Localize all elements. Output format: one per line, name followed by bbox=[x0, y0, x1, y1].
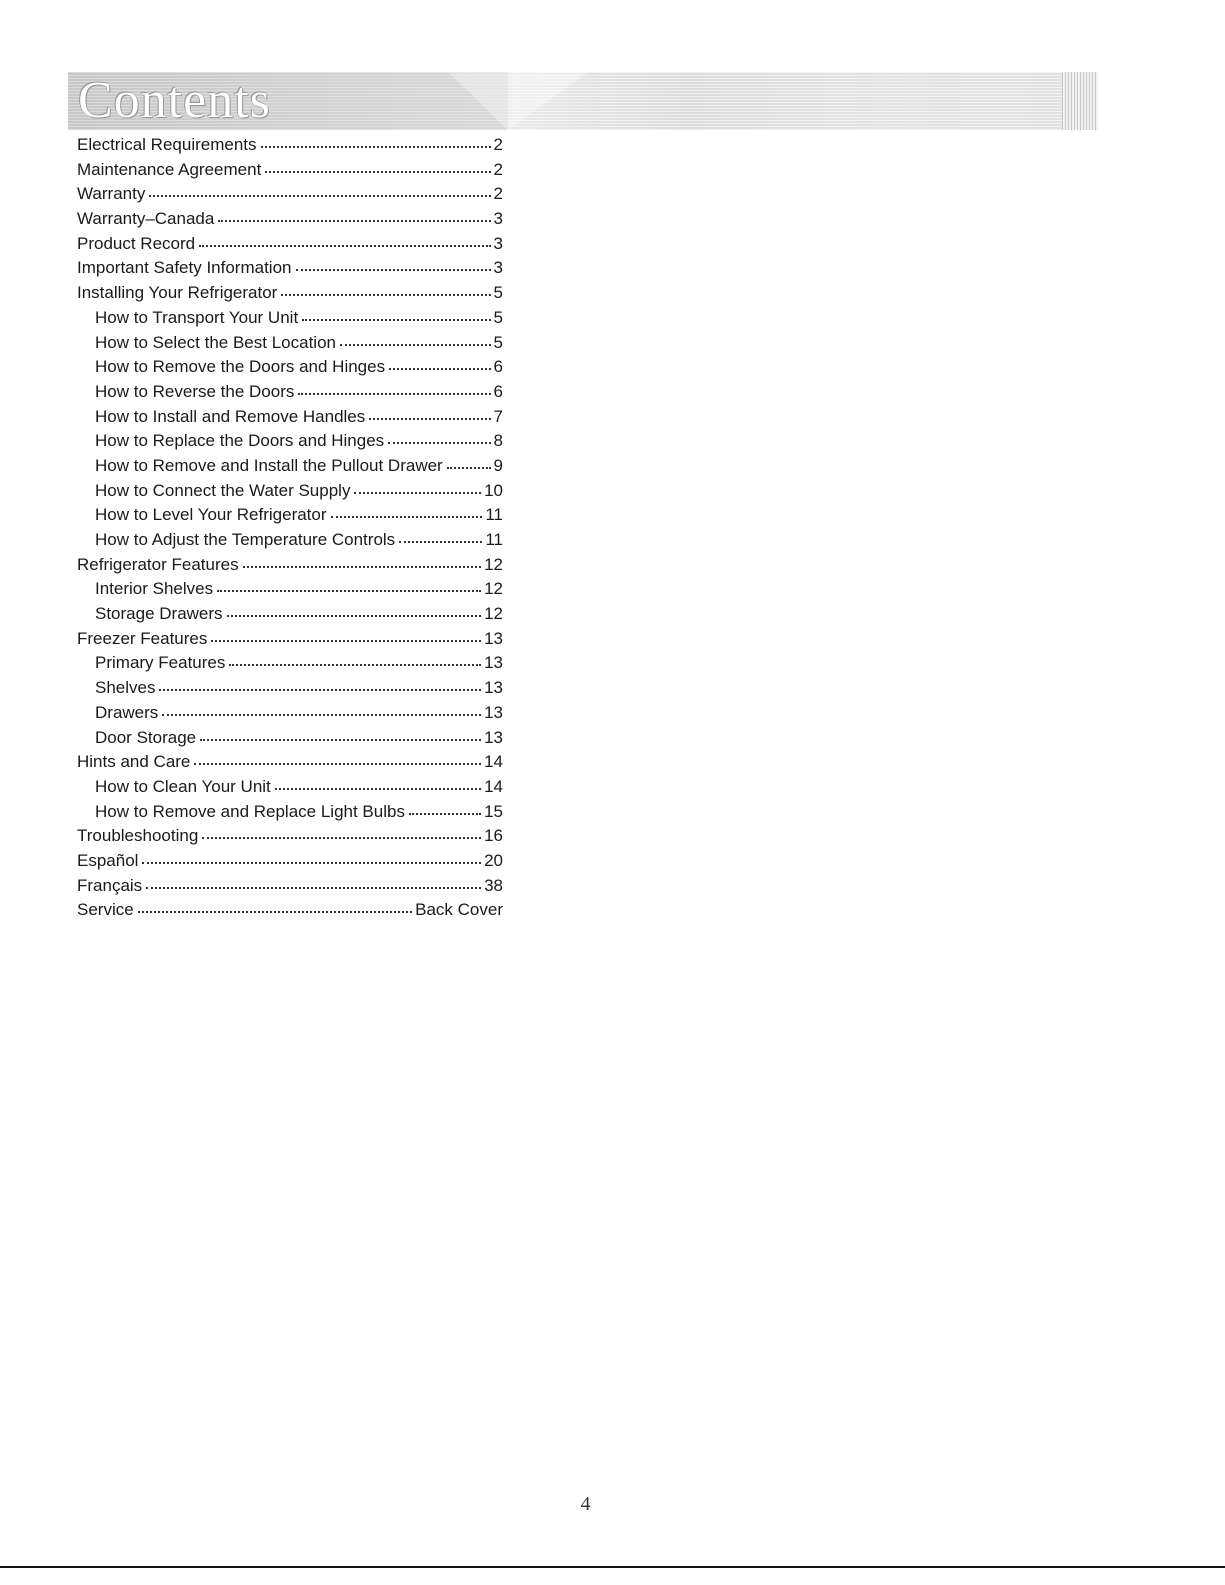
toc-entry-title: Drawers bbox=[95, 702, 159, 722]
toc-dot-leader bbox=[389, 358, 490, 372]
toc-entry-title: How to Clean Your Unit bbox=[95, 776, 271, 796]
toc-entry-page: 7 bbox=[493, 406, 503, 426]
toc-dot-leader bbox=[281, 284, 490, 298]
toc-dot-leader bbox=[388, 432, 490, 446]
toc-entry-title: Hints and Care bbox=[77, 752, 191, 772]
toc-entry-title: How to Install and Remove Handles bbox=[95, 406, 366, 426]
toc-dot-leader bbox=[447, 457, 491, 471]
toc-entry[interactable] bbox=[77, 479, 503, 504]
toc-dot-leader bbox=[227, 605, 482, 619]
toc-entry-title: How to Reverse the Doors bbox=[95, 381, 295, 401]
toc-entry[interactable] bbox=[77, 849, 503, 874]
toc-entry-title: Shelves bbox=[95, 678, 156, 698]
toc-entry-page: 12 bbox=[484, 554, 503, 574]
toc-entry-page: 8 bbox=[493, 431, 503, 451]
toc-entry-page: 3 bbox=[493, 258, 503, 278]
toc-entry-page: 5 bbox=[493, 283, 503, 303]
toc-dot-leader bbox=[149, 185, 490, 199]
toc-entry-title: How to Remove the Doors and Hinges bbox=[95, 357, 386, 377]
toc-entry-page: 13 bbox=[484, 628, 503, 648]
toc-entry[interactable] bbox=[77, 306, 503, 331]
toc-entry-page: 3 bbox=[493, 233, 503, 253]
toc-entry[interactable] bbox=[77, 627, 503, 652]
toc-dot-leader bbox=[217, 580, 481, 594]
toc-dot-leader bbox=[296, 259, 491, 273]
toc-dot-leader bbox=[142, 852, 481, 866]
toc-dot-leader bbox=[200, 729, 481, 743]
toc-entry[interactable] bbox=[77, 800, 503, 825]
toc-dot-leader bbox=[229, 654, 481, 668]
toc-entry-page: 9 bbox=[493, 455, 503, 475]
toc-dot-leader bbox=[218, 210, 490, 224]
toc-entry-title: Freezer Features bbox=[77, 628, 208, 648]
toc-entry-page: 12 bbox=[484, 579, 503, 599]
toc-entry-page: 16 bbox=[484, 826, 503, 846]
toc-dot-leader bbox=[298, 383, 490, 397]
toc-entry-page: 5 bbox=[493, 332, 503, 352]
toc-entry-title: Service bbox=[77, 900, 134, 920]
toc-dot-leader bbox=[399, 531, 482, 545]
toc-entry-title: Warranty bbox=[77, 184, 146, 204]
toc-entry[interactable] bbox=[77, 676, 503, 701]
toc-entry[interactable] bbox=[77, 553, 503, 578]
toc-entry[interactable] bbox=[77, 726, 503, 751]
toc-dot-leader bbox=[340, 334, 491, 348]
toc-entry-title: Français bbox=[77, 875, 143, 895]
toc-entry-page: Back Cover bbox=[415, 900, 503, 920]
toc-entry[interactable] bbox=[77, 503, 503, 528]
toc-entry-title: Door Storage bbox=[95, 727, 197, 747]
toc-entry-page: 20 bbox=[484, 850, 503, 870]
page-number: 4 bbox=[580, 1493, 591, 1515]
toc-entry-page: 11 bbox=[485, 505, 503, 525]
toc-entry-page: 12 bbox=[484, 604, 503, 624]
toc-entry[interactable] bbox=[77, 380, 503, 405]
toc-dot-leader bbox=[138, 901, 412, 915]
toc-entry-page: 13 bbox=[484, 702, 503, 722]
toc-entry-title: Warranty–Canada bbox=[77, 209, 215, 229]
toc-entry-title: Refrigerator Features bbox=[77, 554, 239, 574]
toc-dot-leader bbox=[162, 704, 481, 718]
toc-entry-title: Electrical Requirements bbox=[77, 135, 257, 154]
toc-dot-leader bbox=[409, 803, 481, 817]
toc-dot-leader bbox=[275, 778, 481, 792]
toc-entry-page: 14 bbox=[484, 776, 503, 796]
toc-entry-page: 10 bbox=[484, 480, 503, 500]
toc-dot-leader bbox=[202, 827, 481, 841]
toc-entry-page: 5 bbox=[493, 307, 503, 327]
toc-entry-title: Español bbox=[77, 850, 139, 870]
toc-entry[interactable] bbox=[77, 577, 503, 602]
toc-entry[interactable] bbox=[77, 133, 503, 158]
toc-entry[interactable] bbox=[77, 232, 503, 257]
toc-entry-page: 13 bbox=[484, 678, 503, 698]
toc-dot-leader bbox=[243, 556, 482, 570]
toc-dot-leader bbox=[369, 408, 490, 422]
toc-entry-title: How to Level Your Refrigerator bbox=[95, 505, 327, 525]
toc-dot-leader bbox=[265, 161, 490, 175]
toc-entry[interactable] bbox=[77, 775, 503, 800]
toc-entry-page: 2 bbox=[493, 184, 503, 204]
toc-entry-title: Product Record bbox=[77, 233, 196, 253]
toc-entry-title: Interior Shelves bbox=[95, 579, 214, 599]
bottom-rule bbox=[0, 1566, 1225, 1568]
toc-entry-page: 2 bbox=[493, 159, 503, 179]
toc-dot-leader bbox=[354, 482, 481, 496]
toc-entry[interactable] bbox=[77, 158, 503, 183]
toc-entry-title: Installing Your Refrigerator bbox=[77, 283, 278, 303]
toc-entry[interactable] bbox=[77, 651, 503, 676]
toc-entry-page: 6 bbox=[493, 357, 503, 377]
toc-entry-page: 11 bbox=[485, 530, 503, 549]
toc-entry[interactable] bbox=[77, 281, 503, 306]
toc-entry[interactable] bbox=[77, 824, 503, 849]
toc-entry-page: 14 bbox=[484, 752, 503, 772]
toc-entry[interactable] bbox=[77, 405, 503, 430]
toc-entry-title: Maintenance Agreement bbox=[77, 159, 262, 179]
toc-dot-leader bbox=[199, 235, 490, 249]
toc-entry-title: How to Connect the Water Supply bbox=[95, 480, 351, 500]
toc-entry-page: 13 bbox=[484, 727, 503, 747]
toc-entry-title: Important Safety Information bbox=[77, 258, 292, 278]
table-of-contents bbox=[77, 133, 503, 923]
toc-entry-page: 3 bbox=[493, 209, 503, 229]
toc-dot-leader bbox=[211, 630, 481, 644]
toc-entry-page: 15 bbox=[484, 801, 503, 821]
toc-entry-title: How to Adjust the Temperature Controls bbox=[95, 530, 396, 549]
toc-entry-title: Storage Drawers bbox=[95, 604, 223, 624]
toc-entry-title: Primary Features bbox=[95, 653, 226, 673]
toc-entry-title: How to Select the Best Location bbox=[95, 332, 336, 352]
toc-entry[interactable] bbox=[77, 602, 503, 627]
toc-entry-page: 6 bbox=[493, 381, 503, 401]
toc-entry[interactable] bbox=[77, 701, 503, 726]
toc-entry-page: 2 bbox=[493, 135, 503, 154]
contents-header-band bbox=[68, 72, 1098, 130]
toc-entry-title: How to Replace the Doors and Hinges bbox=[95, 431, 385, 451]
toc-dot-leader bbox=[146, 877, 481, 891]
page-title: Contents bbox=[78, 72, 271, 129]
toc-entry[interactable] bbox=[77, 454, 503, 479]
toc-entry[interactable] bbox=[77, 182, 503, 207]
toc-entry[interactable] bbox=[77, 750, 503, 775]
toc-entry-title: Troubleshooting bbox=[77, 826, 199, 846]
toc-entry-title: How to Remove and Replace Light Bulbs bbox=[95, 801, 405, 821]
toc-entry[interactable] bbox=[77, 207, 503, 232]
toc-dot-leader bbox=[302, 309, 490, 323]
toc-dot-leader bbox=[194, 753, 481, 767]
toc-entry-page: 13 bbox=[484, 653, 503, 673]
toc-entry-page: 38 bbox=[484, 875, 503, 895]
toc-entry[interactable] bbox=[77, 874, 503, 899]
toc-entry[interactable] bbox=[77, 898, 503, 923]
toc-entry-title: How to Transport Your Unit bbox=[95, 307, 299, 327]
toc-dot-leader bbox=[159, 679, 481, 693]
toc-entry[interactable] bbox=[77, 331, 503, 356]
toc-dot-leader bbox=[261, 136, 491, 150]
toc-entry[interactable] bbox=[77, 355, 503, 380]
toc-dot-leader bbox=[331, 506, 483, 520]
toc-entry[interactable] bbox=[77, 256, 503, 281]
toc-entry[interactable] bbox=[77, 528, 503, 553]
toc-entry-title: How to Remove and Install the Pullout Drawer bbox=[95, 455, 443, 475]
toc-entry[interactable] bbox=[77, 429, 503, 454]
